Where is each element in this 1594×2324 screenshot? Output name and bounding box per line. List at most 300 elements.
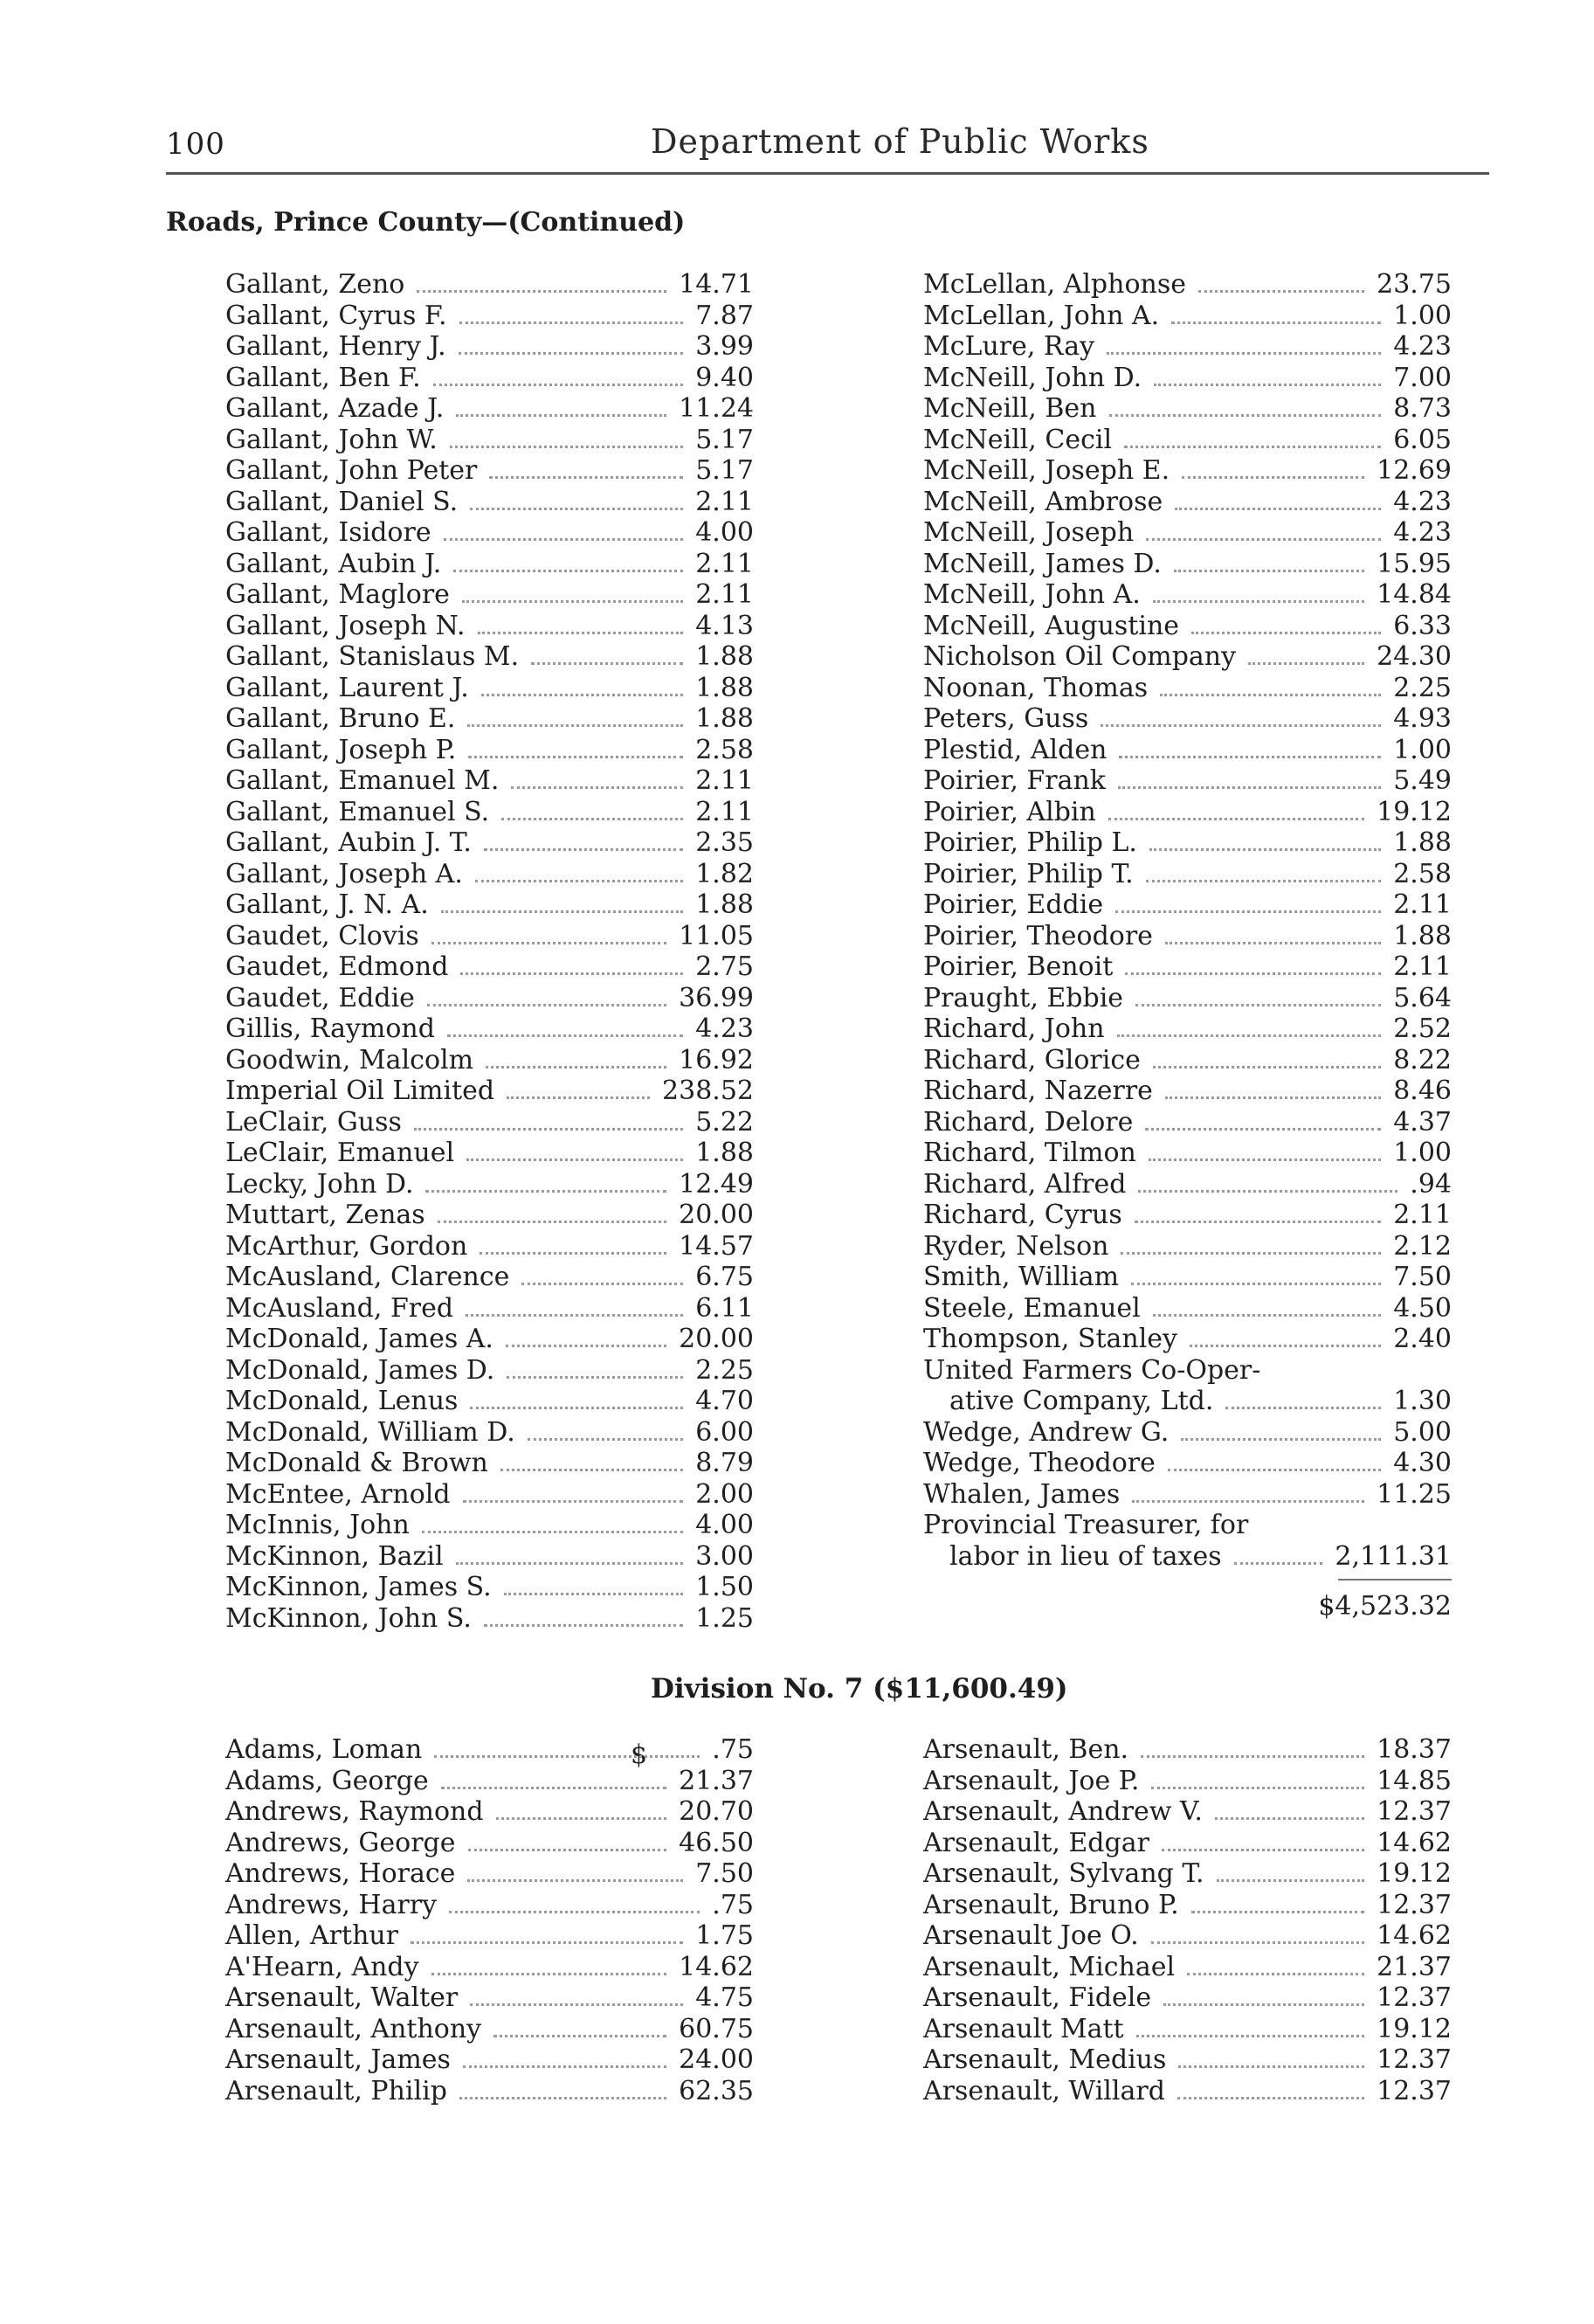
ledger-entry [225, 331, 754, 363]
entry-amount: 5.22 [695, 1106, 754, 1138]
entry-name: McKinnon, James S. [225, 1572, 492, 1602]
dot-leader [507, 1376, 683, 1379]
entry-name: Arsenault, Fidele [923, 1982, 1152, 2013]
ledger-entry [225, 1890, 754, 1921]
entry-amount: 7.00 [1393, 362, 1452, 393]
dot-leader [1191, 632, 1381, 634]
ledger-entry [923, 1479, 1452, 1511]
dot-leader [1154, 384, 1381, 386]
dot-leader [450, 446, 683, 448]
entry-name: Allen, Arthur [225, 1920, 399, 1951]
entry-amount: 21.37 [679, 1765, 754, 1796]
entry-amount: 2.11 [1393, 1200, 1452, 1230]
dot-leader [1234, 1562, 1323, 1565]
dot-leader [411, 1941, 683, 1944]
ledger-entry [225, 579, 754, 611]
entry-amount: 12.69 [1377, 455, 1452, 486]
entry-amount: 14.62 [1377, 1827, 1452, 1858]
entry-name: labor in lieu of taxes [949, 1540, 1222, 1572]
ledger-entry [923, 921, 1452, 952]
dot-leader [1109, 414, 1382, 417]
dot-leader [507, 1096, 650, 1099]
ledger-entry [923, 1013, 1452, 1045]
entry-amount: 20.00 [679, 1200, 754, 1230]
entry-amount: 5.00 [1393, 1416, 1452, 1448]
ledger-entry [923, 1796, 1452, 1828]
dot-leader [1107, 352, 1381, 355]
dot-leader [528, 1438, 683, 1441]
entry-name: McNeill, Ambrose [923, 486, 1163, 517]
dot-leader [1136, 2035, 1365, 2037]
dot-leader [466, 1314, 683, 1317]
entry-name: Andrews, Harry [225, 1889, 438, 1920]
ledger-entry [923, 1858, 1452, 1890]
dot-leader [1145, 1128, 1381, 1131]
entry-amount: 4.23 [1393, 331, 1452, 362]
ledger-entry [923, 1169, 1452, 1200]
entry-amount: 24.30 [1377, 641, 1452, 672]
entry-name: Gallant, Azade J. [225, 393, 445, 424]
dot-leader [414, 1128, 683, 1131]
entry-name: Richard, Cyrus [923, 1200, 1122, 1230]
entry-amount: 4.23 [695, 1013, 754, 1044]
entry-amount: 19.12 [1377, 796, 1452, 827]
dot-leader [1174, 570, 1364, 572]
ledger-entry [923, 549, 1452, 580]
entry-amount: 2.25 [1393, 672, 1452, 703]
ledger-entry [923, 1448, 1452, 1479]
entry-name: Praught, Ebbie [923, 982, 1124, 1013]
entry-name: McDonald, James D. [225, 1354, 495, 1386]
division-7-heading: Division No. 7 ($11,600.49) [651, 1673, 1068, 1705]
entry-name: Ryder, Nelson [923, 1230, 1109, 1262]
entry-amount: 6.11 [695, 1292, 754, 1324]
dollar-sign: $ [631, 1740, 648, 1770]
dot-leader [417, 290, 666, 293]
ledger-entry [225, 1828, 754, 1859]
entry-amount: 2.11 [695, 765, 754, 796]
entry-name: Gallant, Maglore [225, 579, 450, 610]
ledger-entry [923, 951, 1452, 983]
dot-leader [470, 1407, 683, 1409]
entry-name: Muttart, Zenas [225, 1200, 425, 1230]
ledger-entry [923, 363, 1452, 394]
entry-amount: 2.25 [695, 1354, 754, 1386]
dot-leader [475, 880, 683, 882]
entry-name: Gallant, Aubin J. T. [225, 827, 472, 858]
entry-name: Wedge, Andrew G. [923, 1416, 1170, 1448]
ledger-entry [923, 2076, 1452, 2107]
dot-leader [1125, 972, 1381, 975]
entry-amount: 19.12 [1377, 2013, 1452, 2044]
entry-name: Gallant, Joseph P. [225, 734, 457, 765]
dot-leader [496, 1817, 667, 1820]
entry-name: McNeill, Augustine [923, 610, 1180, 641]
division-6-right-list [923, 269, 1452, 1355]
dot-leader [1171, 322, 1381, 324]
total-rule [1338, 1579, 1452, 1580]
entry-name: ative Company, Ltd. [949, 1386, 1214, 1416]
entry-amount: 62.35 [679, 2075, 754, 2106]
ledger-entry [225, 2076, 754, 2107]
entry-amount: 2.11 [1393, 889, 1452, 920]
ledger-entry [923, 1920, 1452, 1952]
entry-amount: 2.11 [695, 579, 754, 610]
entry-amount: 1.88 [695, 1138, 754, 1168]
dot-leader [484, 848, 683, 851]
ledger-entry [225, 1386, 754, 1417]
dot-leader [481, 694, 683, 696]
dot-leader [456, 1562, 684, 1565]
entry-name: Steele, Emanuel [923, 1292, 1141, 1324]
dot-leader [1108, 818, 1364, 820]
ledger-entry [923, 1138, 1452, 1169]
dot-leader [441, 1787, 666, 1789]
entry-name: Gallant, Bruno E. [225, 703, 456, 734]
ledger-entry [225, 673, 754, 704]
dot-leader [453, 570, 683, 572]
entry-amount: 1.00 [1393, 300, 1452, 331]
dot-leader [441, 910, 683, 913]
ledger-entry [225, 641, 754, 673]
ledger-entry [923, 1107, 1452, 1138]
ledger-entry [923, 1417, 1452, 1449]
entry-name: Arsenault, Andrew V. [923, 1796, 1203, 1827]
entry-name: Arsenault, Edgar [923, 1827, 1149, 1858]
ledger-entry [923, 301, 1452, 332]
ledger-entry [923, 827, 1452, 859]
entry-name: Richard, Alfred [923, 1168, 1127, 1200]
ledger-entry [923, 1200, 1452, 1231]
dot-leader [467, 724, 683, 727]
ledger-entry [225, 1766, 754, 1797]
entry-name: Poirier, Albin [923, 796, 1096, 827]
ledger-entry [923, 1890, 1452, 1921]
ledger-entry [225, 951, 754, 983]
entry-amount: 1.00 [1393, 1138, 1452, 1168]
entry-name: Gallant, Emanuel M. [225, 765, 500, 796]
entry-name: Gaudet, Clovis [225, 920, 419, 951]
entry-name: Arsenault Joe O. [923, 1920, 1139, 1951]
entry-amount: 6.00 [695, 1416, 754, 1448]
entry-name: Poirier, Frank [923, 765, 1106, 796]
ledger-entry [225, 517, 754, 549]
entry-name: McArthur, Gordon [225, 1230, 468, 1262]
entry-name: McAusland, Clarence [225, 1262, 510, 1292]
entry-amount: 4.50 [1393, 1292, 1452, 1324]
division-6-left-column [225, 269, 754, 1634]
entry-amount: 2.52 [1393, 1013, 1452, 1044]
division-6-right-column [923, 269, 1452, 1633]
entry-name: Gallant, Henry J. [225, 331, 446, 362]
entry-amount: 4.23 [1393, 517, 1452, 548]
division-6-right-list-after [923, 1417, 1452, 1511]
entry-amount: 4.00 [695, 517, 754, 548]
ledger-entry [225, 1231, 754, 1262]
dot-leader [1149, 848, 1381, 851]
entry-amount: 2.11 [695, 548, 754, 579]
entry-amount: 1.82 [695, 858, 754, 889]
entry-name: A'Hearn, Andy [225, 1951, 419, 1982]
ledger-entry [923, 425, 1452, 456]
dot-leader [501, 818, 683, 820]
ledger-entry [923, 2044, 1452, 2076]
entry-amount: 12.37 [1377, 2075, 1452, 2106]
entry-name: Wedge, Theodore [923, 1448, 1156, 1478]
dot-leader [1119, 756, 1381, 758]
entry-name: McLure, Ray [923, 331, 1095, 362]
entry-name: Gallant, Laurent J. [225, 672, 469, 703]
entry-amount: 5.49 [1393, 765, 1452, 796]
entry-name: McKinnon, Bazil [225, 1540, 444, 1572]
entry-name: Gallant, John W. [225, 424, 438, 455]
ledger-entry [225, 1200, 754, 1231]
entry-name: McDonald, William D. [225, 1416, 515, 1448]
entry-name: McEntee, Arnold [225, 1478, 451, 1510]
entry-amount: 2.11 [695, 486, 754, 517]
entry-amount: 2.12 [1393, 1230, 1452, 1262]
entry-name: Richard, John [923, 1013, 1105, 1044]
ledger-entry [225, 703, 754, 735]
entry-amount: .75 [712, 1734, 754, 1765]
entry-amount: 6.33 [1393, 610, 1452, 641]
dot-leader [1187, 1973, 1364, 1975]
dot-leader [486, 1066, 666, 1069]
entry-name: McNeill, James D. [923, 548, 1162, 579]
entry-name: Plestid, Alden [923, 734, 1108, 765]
ledger-entry [923, 517, 1452, 549]
ledger-entry [923, 1076, 1452, 1107]
ledger-entry [225, 2044, 754, 2076]
entry-name: McLellan, Alphonse [923, 269, 1186, 300]
dot-leader [1124, 446, 1381, 448]
ledger-entry [225, 1448, 754, 1479]
entry-amount: 18.37 [1377, 1734, 1452, 1765]
ledger-entry [923, 889, 1452, 921]
ledger-entry [225, 1013, 754, 1045]
entry-name: Gallant, Daniel S. [225, 486, 459, 517]
dot-leader [1117, 1034, 1382, 1037]
entry-amount: 4.30 [1393, 1448, 1452, 1478]
entry-amount: 238.52 [662, 1076, 754, 1106]
dot-leader [1153, 600, 1364, 603]
ledger-entry [923, 673, 1452, 704]
entry-name: Adams, George [225, 1765, 429, 1796]
entry-name: Poirier, Philip T. [923, 858, 1134, 889]
entry-amount: 4.70 [695, 1386, 754, 1416]
entry-amount: 2.11 [695, 796, 754, 827]
entry-name: Gallant, John Peter [225, 455, 478, 486]
entry-amount: 21.37 [1377, 1951, 1452, 1982]
entry-amount: 60.75 [679, 2013, 754, 2044]
dot-leader [468, 756, 683, 758]
dot-leader [1151, 1787, 1364, 1789]
dot-leader [466, 1159, 683, 1161]
entry-name: McLellan, John A. [923, 300, 1160, 331]
entry-name: Richard, Nazerre [923, 1076, 1153, 1106]
entry-amount: 1.75 [695, 1920, 754, 1951]
section-heading: Roads, Prince County—(Continued) [166, 207, 686, 238]
dot-leader [449, 1911, 700, 1913]
entry-name: McNeill, Joseph [923, 517, 1135, 548]
ledger-entry [923, 765, 1452, 797]
ledger-entry [225, 1045, 754, 1076]
entry-name: Goodwin, Malcolm [225, 1044, 474, 1076]
united-farmers-line-1: United Farmers Co-Oper- [923, 1354, 1261, 1386]
dot-leader [1178, 2065, 1364, 2068]
dot-leader [427, 1004, 666, 1006]
entry-amount: 7.87 [695, 300, 754, 331]
ledger-entry [225, 1982, 754, 2014]
ledger-entry [923, 1293, 1452, 1325]
ledger-entry [923, 2014, 1452, 2045]
entry-amount: 1.88 [695, 703, 754, 734]
dot-leader [1135, 1004, 1381, 1006]
ledger-entry [225, 827, 754, 859]
entry-name: Gallant, Cyrus F. [225, 300, 447, 331]
entry-amount: 20.70 [679, 1796, 754, 1827]
entry-name: Peters, Guss [923, 703, 1089, 734]
dot-leader [1225, 1407, 1381, 1409]
dot-leader [1153, 1314, 1381, 1317]
entry-name: Gallant, Aubin J. [225, 548, 442, 579]
entry-amount: 8.22 [1393, 1044, 1452, 1076]
entry-amount: 12.49 [679, 1168, 754, 1200]
entry-amount: 4.00 [695, 1510, 754, 1540]
entry-name: Richard, Delore [923, 1106, 1134, 1138]
dot-leader [1132, 1500, 1364, 1503]
entry-name: Andrews, Raymond [225, 1796, 484, 1827]
entry-name: Andrews, Horace [225, 1858, 456, 1889]
ledger-entry [923, 1231, 1452, 1262]
ledger-entry [923, 579, 1452, 611]
dot-leader [1160, 694, 1381, 696]
entry-amount: 9.40 [695, 362, 754, 393]
ledger-entry [225, 1858, 754, 1890]
entry-name: Poirier, Theodore [923, 920, 1153, 951]
entry-name: Arsenault, Anthony [225, 2013, 482, 2044]
ledger-entry [923, 331, 1452, 363]
dot-leader [1198, 290, 1364, 293]
entry-amount: 14.85 [1377, 1765, 1452, 1796]
entry-amount: 2.35 [695, 827, 754, 858]
dot-leader [521, 1283, 683, 1285]
entry-amount: 14.84 [1377, 579, 1452, 610]
entry-amount: 15.95 [1377, 548, 1452, 579]
entry-amount: 12.37 [1377, 1982, 1452, 2013]
entry-name: Gaudet, Eddie [225, 982, 415, 1013]
dot-leader [484, 1624, 683, 1627]
dot-leader [1135, 1221, 1381, 1223]
entry-amount: 2,111.31 [1335, 1540, 1452, 1572]
entry-name: Imperial Oil Limited [225, 1076, 495, 1106]
united-farmers-entry [923, 1386, 1452, 1417]
entry-amount: 2.58 [1393, 858, 1452, 889]
ledger-entry [923, 1324, 1452, 1355]
entry-name: Arsenault, Medius [923, 2044, 1167, 2075]
ledger-entry [225, 859, 754, 890]
ledger-entry [923, 611, 1452, 642]
dot-leader [1131, 1283, 1381, 1285]
entry-amount: 2.00 [695, 1478, 754, 1510]
dot-leader [478, 632, 684, 634]
dot-leader [431, 1973, 667, 1975]
dot-leader [1182, 476, 1364, 479]
entry-name: Lecky, John D. [225, 1168, 414, 1200]
entry-amount: 5.17 [695, 424, 754, 455]
entry-amount: 1.50 [695, 1572, 754, 1602]
entry-name: McNeill, John D. [923, 362, 1142, 393]
entry-name: Gallant, Isidore [225, 517, 431, 548]
ledger-entry [225, 1107, 754, 1138]
entry-amount: 8.73 [1393, 393, 1452, 424]
dot-leader [1118, 786, 1381, 789]
ledger-entry [225, 393, 754, 425]
dot-leader [1190, 1345, 1381, 1347]
ledger-entry [923, 1045, 1452, 1076]
entry-amount: 8.46 [1393, 1076, 1452, 1106]
entry-amount: 11.25 [1377, 1478, 1452, 1510]
dot-leader [425, 1190, 666, 1193]
entry-name: Richard, Glorice [923, 1044, 1141, 1076]
entry-name: Gallant, Joseph A. [225, 858, 463, 889]
entry-amount: 1.88 [695, 672, 754, 703]
dot-leader [470, 2003, 683, 2006]
ledger-entry [225, 1510, 754, 1541]
entry-name: Arsenault, Walter [225, 1982, 459, 2013]
entry-amount: 1.25 [695, 1602, 754, 1634]
ledger-entry [225, 1138, 754, 1169]
entry-name: McNeill, John A. [923, 579, 1141, 610]
dot-leader [1141, 1755, 1364, 1758]
dot-leader [504, 1593, 684, 1595]
division-7-right-column [923, 1734, 1452, 2106]
entry-name: Arsenault, Michael [923, 1951, 1176, 1982]
entry-name: McNeill, Ben [923, 393, 1097, 424]
ledger-entry [923, 393, 1452, 425]
entry-name: Poirier, Eddie [923, 889, 1104, 920]
entry-name: McDonald, James A. [225, 1324, 493, 1354]
entry-amount: 2.11 [1393, 951, 1452, 982]
dot-leader [460, 972, 683, 975]
dot-leader [1177, 2097, 1364, 2099]
entry-amount: 16.92 [679, 1044, 754, 1076]
ledger-entry [225, 1293, 754, 1325]
entry-name: McDonald, Lenus [225, 1386, 459, 1416]
ledger-entry [225, 797, 754, 828]
entry-name: Adams, Loman [225, 1734, 423, 1765]
ledger-entry [923, 641, 1452, 673]
ledger-entry [225, 1479, 754, 1511]
dot-leader [1138, 1190, 1397, 1193]
dot-leader [456, 414, 666, 417]
entry-name: McDonald & Brown [225, 1448, 488, 1478]
treasurer-line-1: Provincial Treasurer, for [923, 1510, 1249, 1540]
entry-amount: 12.37 [1377, 1796, 1452, 1827]
entry-amount: 14.62 [1377, 1920, 1452, 1951]
entry-name: Arsenault, Sylvang T. [923, 1858, 1204, 1889]
division-7-left-column [225, 1734, 754, 2106]
dot-leader [1215, 1817, 1364, 1820]
entry-name: Richard, Tilmon [923, 1138, 1136, 1168]
entry-amount: 23.75 [1377, 269, 1452, 300]
dot-leader [1191, 1911, 1364, 1913]
dot-leader [433, 384, 683, 386]
entry-name: McKinnon, John S. [225, 1602, 472, 1634]
entry-name: Arsenault, Ben. [923, 1734, 1129, 1765]
total-block [923, 1572, 1452, 1633]
dot-leader [1146, 880, 1382, 882]
